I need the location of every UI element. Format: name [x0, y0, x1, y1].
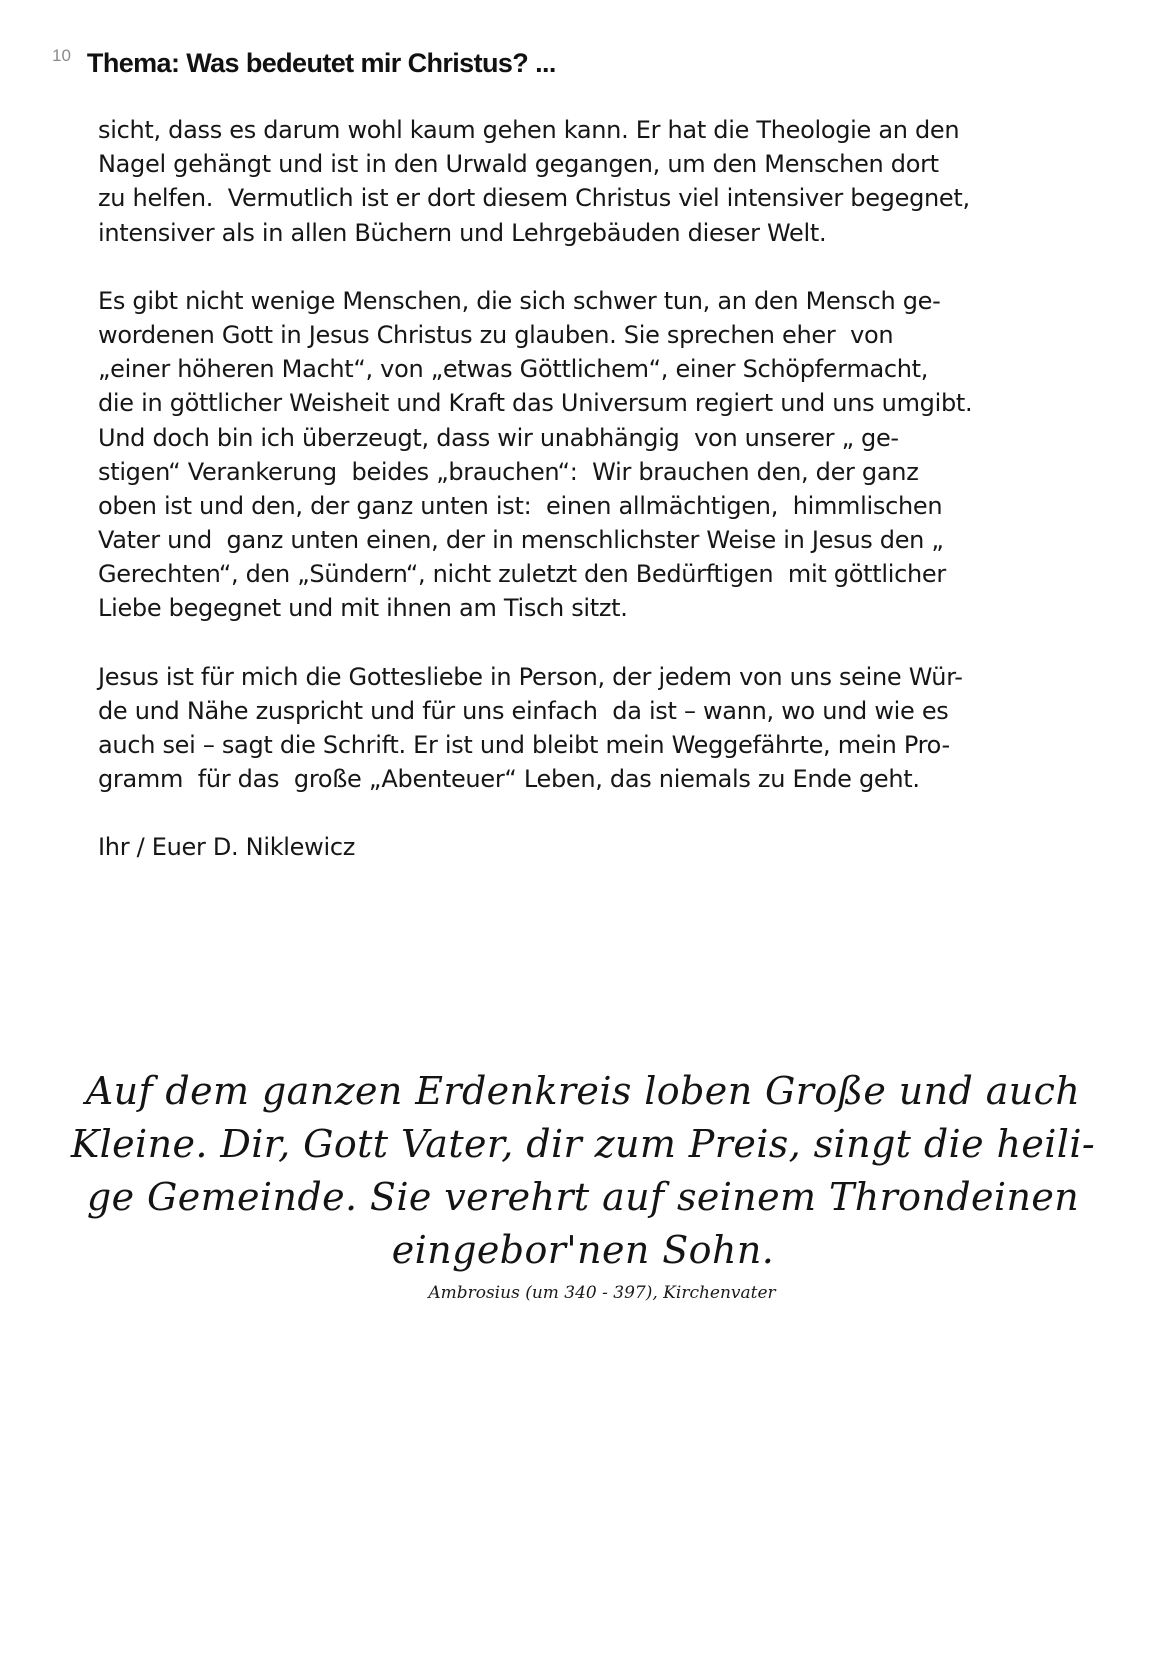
- text-line: auch sei – sagt die Schrift. Er ist und bleibt mein Weggefährte, mein Pro-: [98, 731, 950, 759]
- text-line: stigen“ Verankerung beides „brauchen“: Wir brauchen den, der ganz: [98, 457, 919, 486]
- quote-line: eingebor'nen Sohn.: [391, 1228, 775, 1272]
- page-header: [52, 44, 556, 79]
- text-line: gramm für das große „Abenteuer“ Leben, das niemals zu Ende geht.: [98, 765, 920, 794]
- page-number: 10: [52, 46, 71, 65]
- text-line: die in göttlicher Weisheit und Kraft das Universum regiert und uns umgibt.: [98, 389, 973, 418]
- text-line: Vater und ganz unten einen, der in menschlichster Weise in Jesus den „: [98, 526, 944, 555]
- quote-line: Kleine. Dir, Gott Vater, dir zum Preis, singt die heili-: [70, 1122, 1096, 1166]
- signature: Ihr / Euer D. Niklewicz: [98, 833, 356, 862]
- paragraph-3: [98, 660, 1108, 797]
- text-line: wordenen Gott in Jesus Christus zu glauben. Sie sprechen eher von: [98, 320, 894, 349]
- text-line: de und Nähe zuspricht und für uns einfach da ist – wann, wo und wie es: [98, 696, 949, 725]
- hymn-quote: [40, 1065, 1126, 1305]
- text-line: „einer höheren Macht“, von „etwas Göttlichem“, einer Schöpfermacht,: [98, 355, 929, 384]
- text-line: intensiver als in allen Büchern und Lehrgebäuden dieser Welt.: [98, 218, 827, 247]
- text-line: Es gibt nicht wenige Menschen, die sich schwer tun, an den Mensch ge-: [98, 286, 941, 315]
- paragraph-1: [98, 113, 1108, 250]
- text-line: sicht, dass es darum wohl kaum gehen kann. Er hat die Theologie an den: [98, 116, 960, 144]
- quote-attribution: Ambrosius (um 340 - 397), Kirchenvater: [428, 1283, 776, 1303]
- quote-line: ge Gemeinde. Sie verehrt auf seinem Throndeinen: [86, 1175, 1080, 1219]
- text-line: oben ist und den, der ganz unten ist: einen allmächtigen, himmlischen: [98, 491, 943, 520]
- text-line: Liebe begegnet und mit ihnen am Tisch sitzt.: [98, 594, 628, 623]
- text-line: Gerechten“, den „Sündern“, nicht zuletzt den Bedürftigen mit göttlicher: [98, 560, 946, 589]
- text-line: Jesus ist für mich die Gottesliebe in Person, der jedem von uns seine Wür-: [98, 662, 963, 691]
- paragraph-2: [98, 284, 1108, 626]
- text-line: zu helfen. Vermutlich ist er dort diesem Christus viel intensiver begegnet,: [98, 184, 970, 213]
- page-title: Thema: Was bedeutet mir Christus? ...: [86, 48, 556, 78]
- text-line: Nagel gehängt und ist in den Urwald gegangen, um den Menschen dort: [98, 150, 939, 179]
- quote-line: Auf dem ganzen Erdenkreis loben Große und auch: [85, 1069, 1081, 1113]
- article-body: [98, 113, 1108, 864]
- text-line: Und doch bin ich überzeugt, dass wir unabhängig von unserer „ ge-: [98, 423, 899, 452]
